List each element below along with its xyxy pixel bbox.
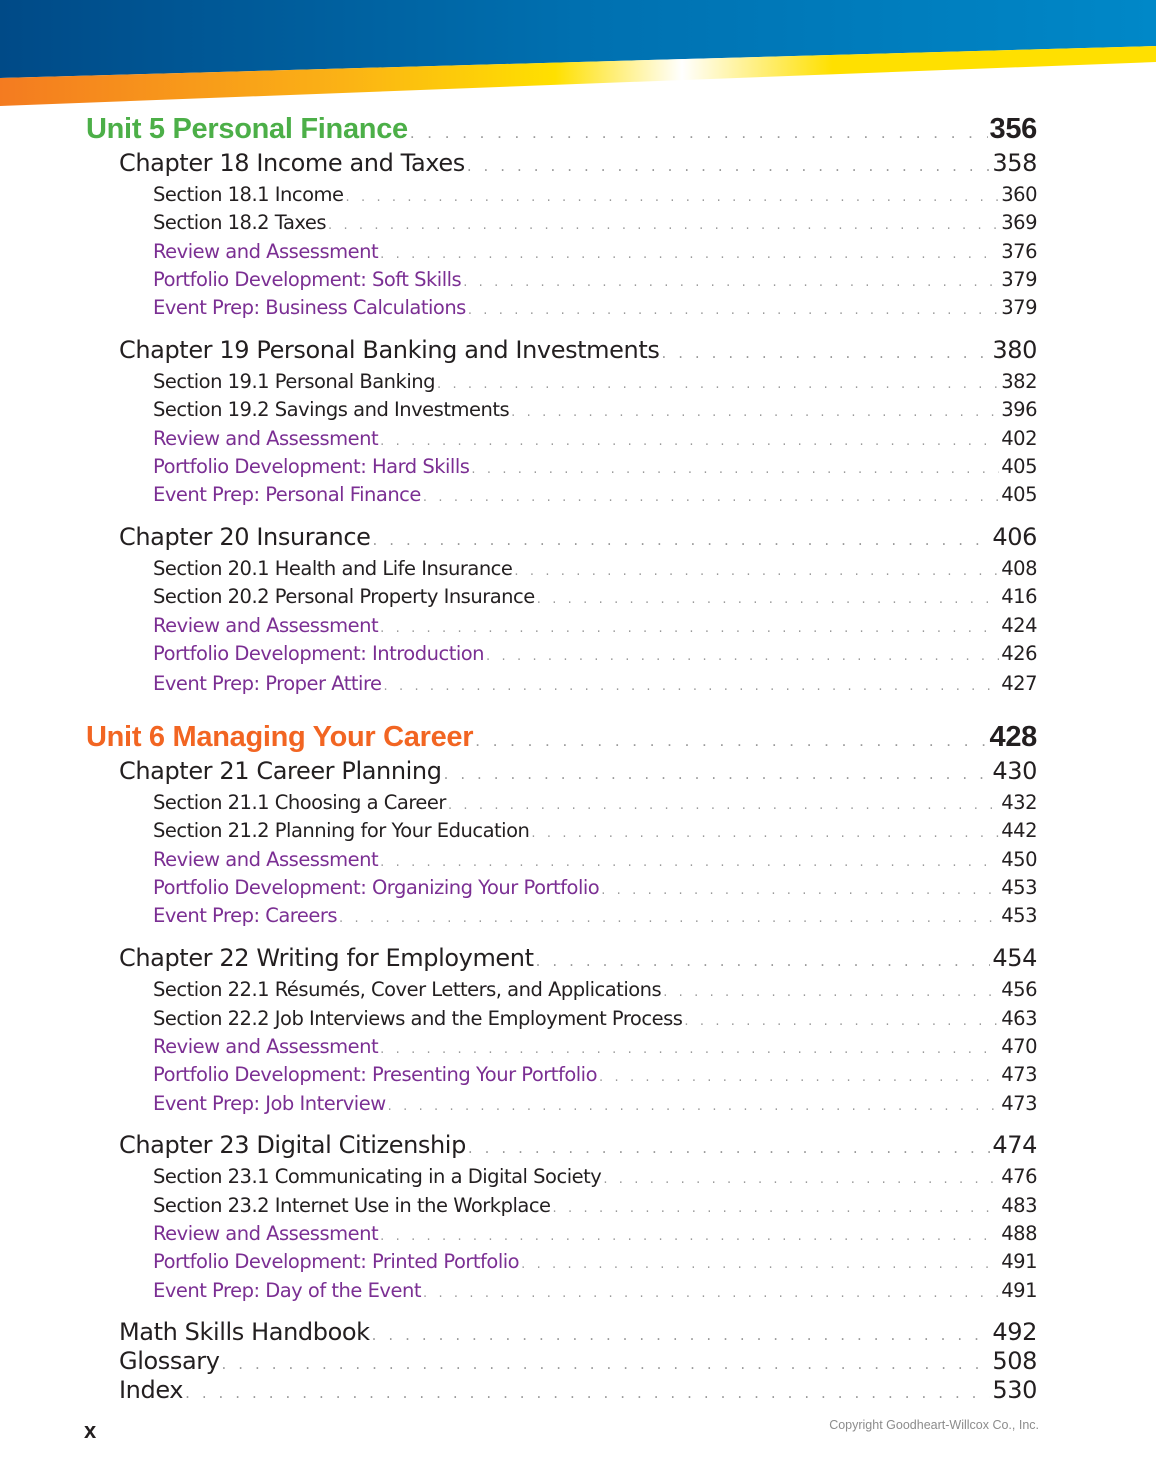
dot-leader (380, 1042, 999, 1057)
toc-section[interactable] (153, 585, 1037, 608)
chapter-title: Chapter 18 Income and Taxes (119, 149, 465, 177)
toc-section[interactable] (153, 557, 1037, 580)
unit-title: Unit 5 Personal Finance (86, 113, 408, 145)
page-number: 369 (1001, 211, 1037, 234)
dot-leader (448, 798, 999, 813)
feature-title: Review and Assessment (153, 427, 379, 450)
toc-unit-6[interactable] (86, 721, 1037, 754)
feature-title: Event Prep: Business Calculations (153, 296, 466, 319)
dot-leader (601, 883, 999, 898)
toc-chapter-21[interactable] (119, 757, 1037, 785)
page-number: 463 (1001, 1007, 1037, 1030)
page-number: 356 (989, 113, 1037, 145)
feature-title: Review and Assessment (153, 1035, 379, 1058)
dot-leader (388, 1099, 1000, 1114)
toc-event-prep[interactable] (153, 904, 1037, 927)
dot-leader (410, 123, 988, 143)
dot-leader (663, 985, 999, 1000)
dot-leader (467, 157, 991, 175)
dot-leader (423, 490, 999, 505)
dot-leader (553, 1201, 1000, 1216)
dot-leader (603, 1172, 999, 1187)
page-number: 442 (1001, 819, 1037, 842)
toc-event-prep[interactable] (153, 1279, 1037, 1302)
toc-event-prep[interactable] (153, 296, 1037, 319)
section-title: Section 20.2 Personal Property Insurance (153, 585, 535, 608)
feature-title: Event Prep: Careers (153, 904, 338, 927)
chapter-title: Chapter 19 Personal Banking and Investments (119, 336, 660, 364)
section-title: Section 23.2 Internet Use in the Workplace (153, 1194, 551, 1217)
section-title: Section 19.1 Personal Banking (153, 370, 435, 393)
page-number: 426 (1001, 642, 1037, 665)
backmatter-title: Glossary (119, 1347, 220, 1375)
page-number: 376 (1001, 240, 1037, 263)
chapter-title: Chapter 23 Digital Citizenship (119, 1131, 466, 1159)
toc-glossary[interactable] (119, 1347, 1037, 1375)
page-number: 379 (1001, 268, 1037, 291)
toc-review[interactable] (153, 1035, 1037, 1058)
page-number: 491 (1001, 1279, 1037, 1302)
toc-chapter-22[interactable] (119, 944, 1037, 972)
toc-section[interactable] (153, 978, 1037, 1001)
chapter-title: Chapter 22 Writing for Employment (119, 944, 534, 972)
toc-event-prep[interactable] (153, 483, 1037, 506)
feature-title: Review and Assessment (153, 240, 379, 263)
toc-section[interactable] (153, 183, 1037, 206)
page-number: 432 (1001, 791, 1037, 814)
dot-leader (185, 1384, 990, 1402)
chapter-title: Chapter 21 Career Planning (119, 757, 442, 785)
page-number: 474 (992, 1131, 1037, 1159)
page-number: 473 (1001, 1063, 1037, 1086)
section-title: Section 19.2 Savings and Investments (153, 398, 510, 421)
feature-title: Portfolio Development: Printed Portfolio (153, 1250, 520, 1273)
toc-review[interactable] (153, 240, 1037, 263)
toc-math-skills-handbook[interactable] (119, 1318, 1037, 1346)
toc-chapter-20[interactable] (119, 523, 1037, 551)
page-number: 416 (1001, 585, 1037, 608)
page-number: 402 (1001, 427, 1037, 450)
page-number: 382 (1001, 370, 1037, 393)
dot-leader (475, 731, 987, 751)
dot-leader (536, 952, 991, 970)
dot-leader (468, 303, 999, 318)
toc-event-prep[interactable] (153, 1092, 1037, 1115)
dot-leader (339, 911, 999, 926)
page-number: 424 (1001, 614, 1037, 637)
toc-section[interactable] (153, 791, 1037, 814)
dot-leader (384, 679, 1000, 694)
toc-portfolio[interactable] (153, 642, 1037, 665)
page-number: 470 (1001, 1035, 1037, 1058)
dot-leader (380, 1229, 999, 1244)
backmatter-title: Math Skills Handbook (119, 1318, 370, 1346)
toc-review[interactable] (153, 427, 1037, 450)
feature-title: Portfolio Development: Presenting Your Portfolio (153, 1063, 598, 1086)
dot-leader (372, 1326, 991, 1344)
feature-title: Event Prep: Proper Attire (153, 672, 382, 695)
section-title: Section 23.1 Communicating in a Digital Society (153, 1165, 602, 1188)
dot-leader (380, 247, 999, 262)
section-title: Section 22.1 Résumés, Cover Letters, and Applications (153, 978, 662, 1001)
page-number: 405 (1001, 455, 1037, 478)
toc-portfolio[interactable] (153, 876, 1037, 899)
feature-title: Event Prep: Personal Finance (153, 483, 421, 506)
dot-leader (661, 344, 990, 362)
dot-leader (537, 592, 1000, 607)
feature-title: Event Prep: Day of the Event (153, 1279, 421, 1302)
chapter-title: Chapter 20 Insurance (119, 523, 371, 551)
toc-review[interactable] (153, 1222, 1037, 1245)
dot-leader (423, 1286, 999, 1301)
dot-leader (463, 275, 999, 290)
toc-review[interactable] (153, 848, 1037, 871)
page-number: 405 (1001, 483, 1037, 506)
toc-portfolio[interactable] (153, 455, 1037, 478)
toc-section[interactable] (153, 1007, 1037, 1030)
page-folio: x (84, 1418, 97, 1443)
header-banner (0, 0, 1156, 110)
page-number: 454 (992, 944, 1037, 972)
toc-section[interactable] (153, 398, 1037, 421)
dot-leader (444, 765, 991, 783)
page-number: 380 (992, 336, 1037, 364)
toc-portfolio[interactable] (153, 1250, 1037, 1273)
page-number: 358 (992, 149, 1037, 177)
page-number: 430 (992, 757, 1037, 785)
page-number: 456 (1001, 978, 1037, 1001)
page-number: 428 (989, 721, 1037, 753)
toc-section[interactable] (153, 819, 1037, 842)
section-title: Section 22.2 Job Interviews and the Employment Process (153, 1007, 683, 1030)
toc-event-prep[interactable] (153, 672, 1037, 695)
toc-portfolio[interactable] (153, 268, 1037, 291)
page-number: 406 (992, 523, 1037, 551)
dot-leader (328, 218, 999, 233)
feature-title: Portfolio Development: Organizing Your Portfolio (153, 876, 600, 899)
dot-leader (380, 434, 999, 449)
dot-leader (471, 462, 999, 477)
feature-title: Review and Assessment (153, 614, 379, 637)
page-number: 396 (1001, 398, 1037, 421)
toc-portfolio[interactable] (153, 1063, 1037, 1086)
dot-leader (380, 621, 999, 636)
dot-leader (521, 1257, 999, 1272)
page-number: 408 (1001, 557, 1037, 580)
dot-leader (437, 377, 999, 392)
page-number: 453 (1001, 876, 1037, 899)
dot-leader (380, 855, 999, 870)
dot-leader (599, 1070, 999, 1085)
dot-leader (531, 826, 999, 841)
dot-leader (486, 649, 999, 664)
dot-leader (346, 190, 1000, 205)
feature-title: Portfolio Development: Hard Skills (153, 455, 470, 478)
section-title: Section 21.1 Choosing a Career (153, 791, 446, 814)
page-number: 491 (1001, 1250, 1037, 1273)
page-number: 476 (1001, 1165, 1037, 1188)
toc-unit-5[interactable] (86, 113, 1037, 146)
toc-review[interactable] (153, 614, 1037, 637)
feature-title: Review and Assessment (153, 1222, 379, 1245)
page-number: 450 (1001, 848, 1037, 871)
feature-title: Event Prep: Job Interview (153, 1092, 386, 1115)
dot-leader (468, 1139, 990, 1157)
dot-leader (222, 1355, 991, 1373)
toc-chapter-19[interactable] (119, 336, 1037, 364)
page-number: 473 (1001, 1092, 1037, 1115)
section-title: Section 21.2 Planning for Your Education (153, 819, 530, 842)
page-number: 488 (1001, 1222, 1037, 1245)
toc-section[interactable] (153, 370, 1037, 393)
page-number: 453 (1001, 904, 1037, 927)
section-title: Section 18.1 Income (153, 183, 344, 206)
section-title: Section 20.1 Health and Life Insurance (153, 557, 513, 580)
page-number: 427 (1001, 672, 1037, 695)
page-number: 508 (992, 1347, 1037, 1375)
page-number: 483 (1001, 1194, 1037, 1217)
backmatter-title: Index (119, 1376, 184, 1404)
toc-section[interactable] (153, 1165, 1037, 1188)
page-number: 530 (992, 1376, 1037, 1404)
dot-leader (373, 531, 991, 549)
toc-chapter-23[interactable] (119, 1131, 1037, 1159)
toc-index[interactable] (119, 1376, 1037, 1404)
feature-title: Portfolio Development: Soft Skills (153, 268, 462, 291)
toc-section[interactable] (153, 1194, 1037, 1217)
toc-chapter-18[interactable] (119, 149, 1037, 177)
copyright-notice: Copyright Goodheart-Willcox Co., Inc. (829, 1418, 1039, 1432)
feature-title: Review and Assessment (153, 848, 379, 871)
dot-leader (684, 1014, 999, 1029)
dot-leader (511, 405, 999, 420)
toc-section[interactable] (153, 211, 1037, 234)
dot-leader (514, 564, 999, 579)
page-number: 492 (992, 1318, 1037, 1346)
page-number: 360 (1001, 183, 1037, 206)
unit-title: Unit 6 Managing Your Career (86, 721, 474, 753)
feature-title: Portfolio Development: Introduction (153, 642, 485, 665)
page-number: 379 (1001, 296, 1037, 319)
section-title: Section 18.2 Taxes (153, 211, 326, 234)
